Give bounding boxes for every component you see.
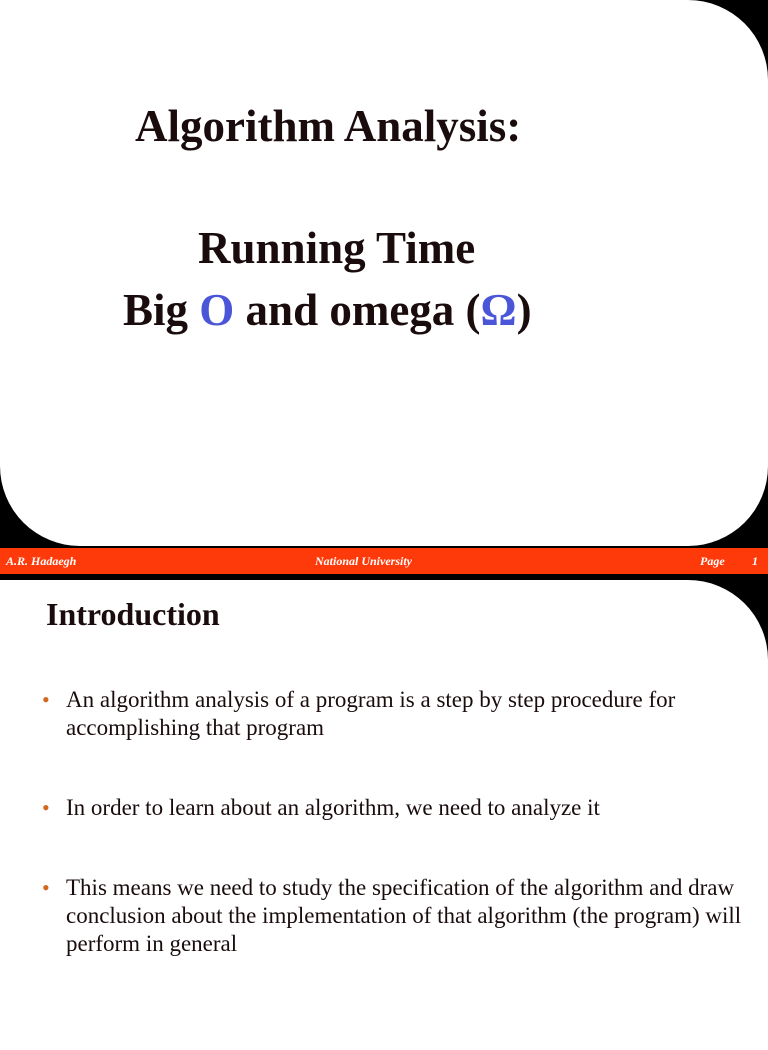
footer-organization: National University — [315, 554, 413, 568]
list-item — [42, 686, 742, 742]
list-item — [42, 794, 742, 822]
slide-heading: Introduction — [46, 596, 220, 632]
bullet-icon: • — [42, 875, 50, 900]
footer-author: A.R. Hadaegh — [6, 554, 77, 568]
slide-title: Algorithm Analysis: — [135, 101, 522, 151]
subtitle-prefix: Big — [123, 285, 200, 335]
slide-subtitle-running-time: Running Time — [198, 223, 476, 273]
big-o-symbol: O — [199, 285, 235, 335]
subtitle-suffix: ) — [516, 285, 532, 335]
bullet-icon: • — [42, 795, 50, 820]
bullet-text: This means we need to study the specification of the algorithm and draw conclusion about the implementation of that algorithm (the program) will perform in general — [66, 875, 742, 956]
footer-page-label: Page — [700, 554, 725, 568]
bullet-text: An algorithm analysis of a program is a step by step procedure for accomplishing that program — [66, 687, 676, 740]
footer-page-number: 1 — [752, 554, 758, 568]
bullet-text: In order to learn about an algorithm, we need to analyze it — [66, 795, 600, 820]
bullet-list — [42, 686, 742, 958]
slide-subtitle-big-o-omega — [123, 284, 532, 336]
omega-symbol: Ω — [480, 285, 517, 335]
subtitle-middle: and omega ( — [234, 285, 481, 335]
list-item — [42, 874, 742, 958]
slide-footer — [0, 548, 768, 574]
slide-2 — [0, 580, 768, 1050]
bullet-icon: • — [42, 687, 50, 712]
